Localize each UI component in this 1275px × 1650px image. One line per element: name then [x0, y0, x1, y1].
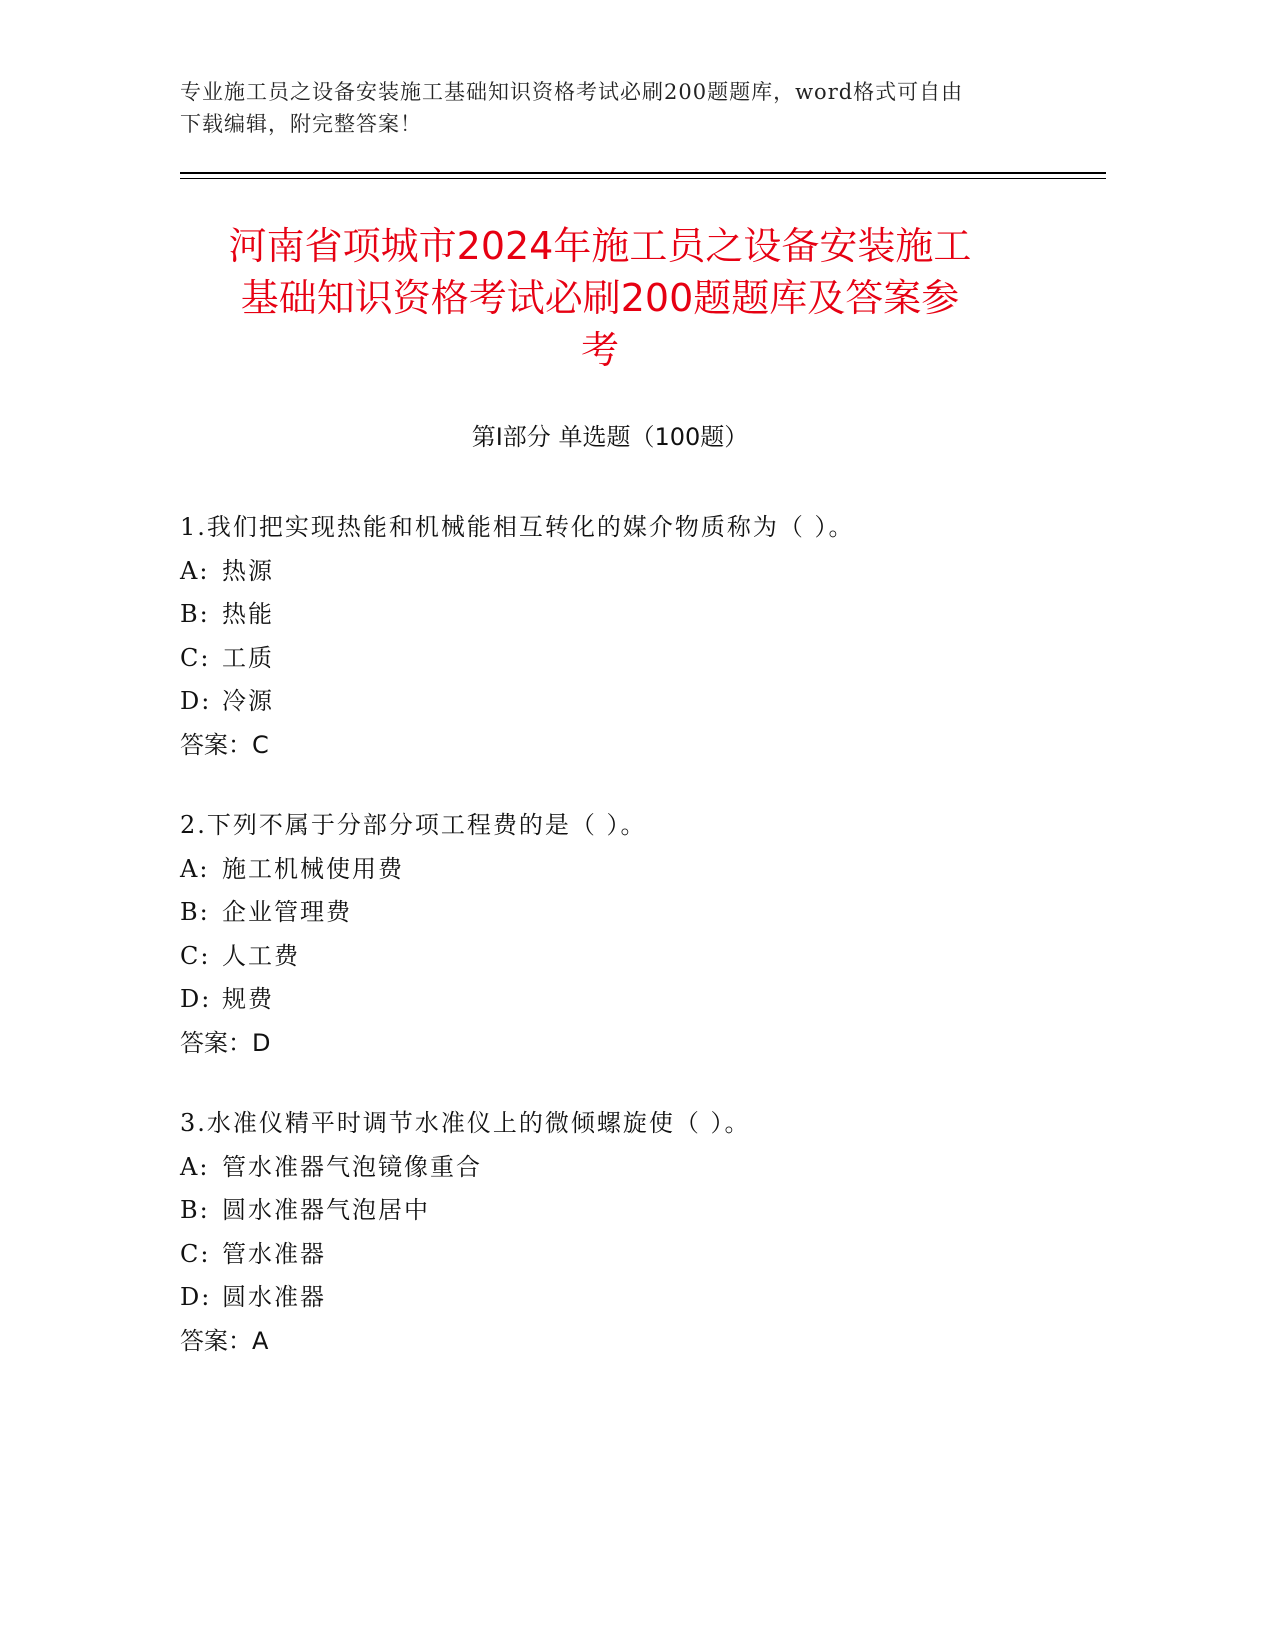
option-text: 管水准器 — [222, 1239, 326, 1268]
header-note-line: 下载编辑，附完整答案！ — [180, 112, 422, 136]
option-key: C: — [180, 1239, 211, 1268]
section-heading: 第Ⅰ部分 单选题（100题） — [471, 423, 749, 451]
option-c — [180, 637, 1100, 681]
option-text: 管水准器气泡镜像重合 — [222, 1152, 482, 1181]
option-key: D: — [180, 1283, 212, 1311]
option-key: B: — [180, 600, 210, 628]
option-b — [180, 891, 1100, 935]
option-a — [180, 1146, 1100, 1190]
question-stem: 2.下列不属于分部分项工程费的是（ ）。 — [180, 811, 647, 839]
option-a — [180, 550, 1100, 594]
option-key: A: — [180, 556, 210, 585]
option-text: 企业管理费 — [222, 898, 352, 926]
option-text: 规费 — [222, 985, 274, 1013]
answer-line: 答案：D — [180, 1028, 271, 1057]
option-d — [180, 978, 1100, 1022]
option-text: 冷源 — [222, 687, 274, 715]
option-text: 人工费 — [222, 941, 300, 970]
option-key: A: — [180, 1152, 210, 1181]
header-note — [180, 76, 1080, 140]
header-divider-thin — [180, 178, 1106, 179]
option-text: 热源 — [222, 556, 274, 585]
option-key: B: — [180, 898, 210, 926]
option-key: D: — [180, 687, 212, 715]
document-title — [150, 220, 1050, 376]
option-key: D: — [180, 985, 212, 1013]
document-title-line: 考 — [580, 328, 619, 372]
question-item — [180, 506, 1100, 767]
header-divider-thick — [180, 172, 1106, 174]
question-stem: 1.我们把实现热能和机械能相互转化的媒介物质称为（ ）。 — [180, 513, 855, 541]
option-c — [180, 935, 1100, 979]
option-text: 圆水准器气泡居中 — [222, 1196, 430, 1224]
question-item — [180, 804, 1100, 1065]
option-key: A: — [180, 854, 210, 883]
option-b — [180, 1189, 1100, 1233]
option-b — [180, 593, 1100, 637]
option-text: 施工机械使用费 — [222, 854, 404, 883]
answer-line: 答案：C — [180, 730, 269, 759]
option-c — [180, 1233, 1100, 1277]
option-a — [180, 848, 1100, 892]
document-title-line: 河南省项城市2024年施工员之设备安装施工 — [228, 224, 972, 268]
answer-line: 答案：A — [180, 1326, 269, 1355]
option-d — [180, 680, 1100, 724]
option-text: 圆水准器 — [222, 1283, 326, 1311]
question-item — [180, 1102, 1100, 1363]
option-text: 热能 — [222, 600, 274, 628]
option-d — [180, 1276, 1100, 1320]
question-list — [180, 506, 1100, 1400]
option-key: B: — [180, 1196, 210, 1224]
header-note-line: 专业施工员之设备安装施工基础知识资格考试必刷200题题库，word格式可自由 — [180, 80, 964, 104]
document-title-line: 基础知识资格考试必刷200题题库及答案参 — [240, 276, 960, 320]
option-key: C: — [180, 643, 211, 672]
option-key: C: — [180, 941, 211, 970]
question-stem: 3.水准仪精平时调节水准仪上的微倾螺旋使（ ）。 — [180, 1109, 751, 1137]
option-text: 工质 — [222, 643, 274, 672]
